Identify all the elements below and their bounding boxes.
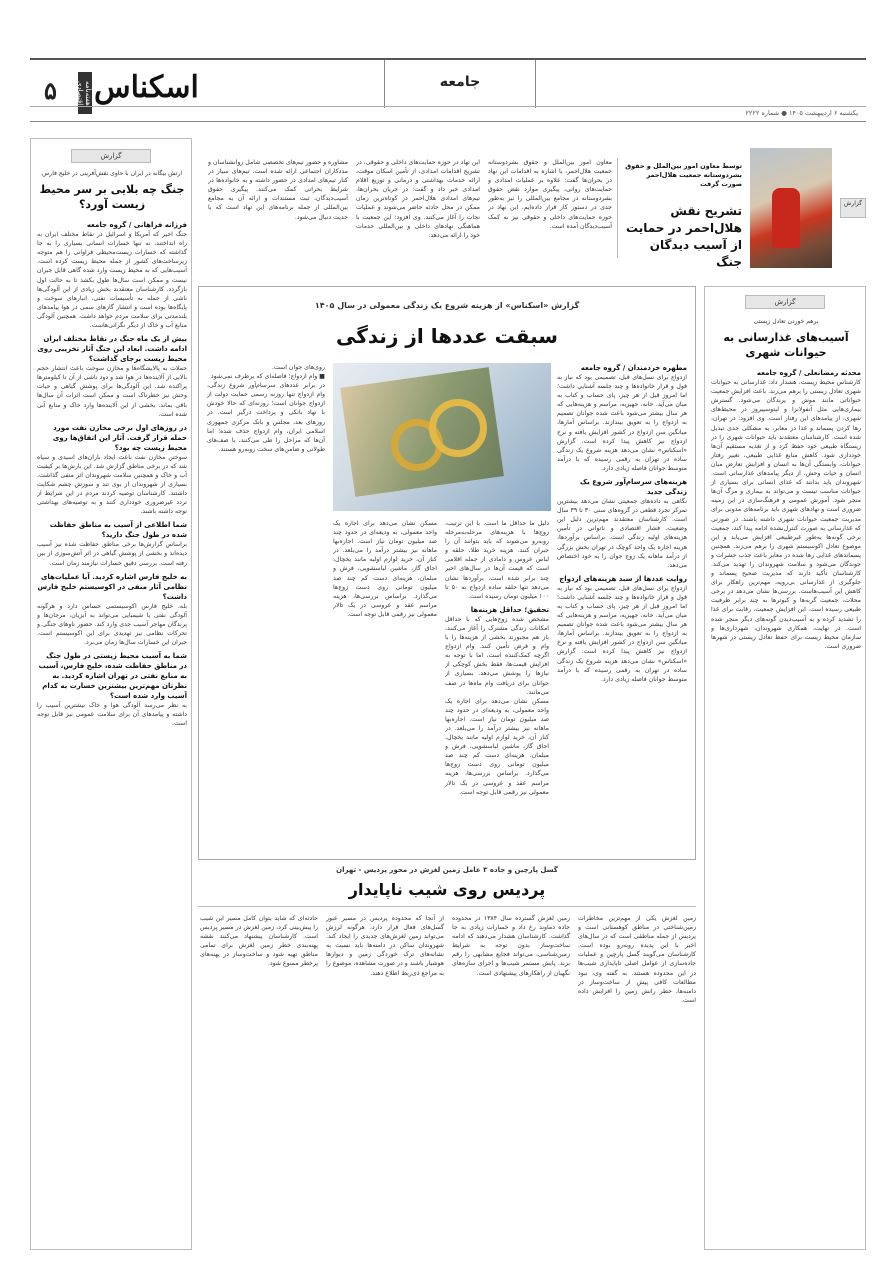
ring-2	[429, 399, 487, 457]
war-question-4: به خلیج فارس اشاره کردید. آیا عملیات‌های نظامی آثار منفی در اکوسیستم خلیج فارس داشت؟	[37, 572, 187, 601]
environment-byline: محدثه رمضانعلی / گروه جامعه	[756, 369, 861, 378]
war-answer-3: براساس گزارش‌ها برخی مناطق حفاظت شده نیز آسیب دیده‌اند و بخشی از پوشش گیاهی در اثر آتش‌سوزی از بین رفته است. بررسی دقیق خسارات نیازمند زمان است.	[37, 541, 187, 567]
top-story-col2: این نهاد در حوزه حمایت‌های داخلی و حقوقی، در تشریح اقدامات امدادی، از تأمین اسکان موقت، ارائه خدمات بهداشتی و درمانی و توزیع اقلام امدادی خبر داد و گفت: در جریان بحران‌ها، تیم‌های امدادی هلال‌احمر در کوتاه‌ترین زمان ممکن در محل حادثه حاضر می‌شوند و عملیات نجات را آغاز می‌کنند. وی افزود: این جمعیت با هماهنگی نهادهای داخلی و بین‌المللی خدمات خود را ارائه می‌دهد.	[356, 159, 480, 239]
main-subhead-2: تحقیق؛ حداقل هزینه‌ها	[470, 605, 549, 614]
war-column	[30, 138, 192, 1250]
section-title: جامعه	[384, 60, 536, 108]
war-question-2: در روزهای اول برخی مخازن نفت مورد حمله قرار گرفت. آثار این اتفاق‌ها روی محیط زیست چه بود؟	[52, 423, 187, 452]
environment-tag: گزارش	[745, 295, 825, 309]
war-headline: جنگ چه بلایی بر سر محیط زیست آورد؟	[39, 183, 185, 212]
bottom-col-4: حادثه‌ای که شاید بتوان کامل مسیر این شیب را پیش‌بینی کرد، زمین لغزش در مسیر پردیس است. کارشناسان پیشنهاد می‌کنند نقشه پهنه‌بندی خطر زمین لغزش برای تمامی مناطق تهیه شود و ساخت‌وساز در پهنه‌های پرخطر ممنوع شود.	[200, 915, 318, 968]
main-bullet-1: روایت عددها از سبد هزینه‌های ازدواج	[559, 574, 687, 583]
main-col-d-text: روی‌های جوان است. ■ وام ازدواج؛ فاصله‌ای که برطرف نمی‌شود در برابر عددهای سرسام‌آور شروع زندگی، وام ازدواج تنها روزنه رسمی حمایت دولت از ازدواج جوانان است؛ روزنه‌ای که حالا خودش با نهاد بانکی و پرداخت درگیر است. در روزهای بعد، مجلس و بانک مرکزی جمهوری اسلامی ایران، وام ازدواج حذف شده؛ اما آن‌ها که مراحل را طی می‌کنند، با صف‌های طولانی و ضامن‌های سخت روبه‌رو هستند.	[207, 364, 325, 453]
divider	[617, 158, 618, 258]
main-col-a	[557, 363, 687, 853]
top-story-heading	[624, 162, 742, 272]
bottom-kicker: گسل پارچین و جاده ۳ عامل زمین لغزش در محور پردیس - تهران	[336, 866, 558, 874]
war-kicker: ارتش بیگانه در ایران با حاوی نقش‌آفرینی در خلیج فارس	[41, 170, 183, 177]
main-col-b	[445, 519, 549, 853]
main-col-d	[207, 363, 325, 853]
story-tag: گزارش	[840, 198, 866, 218]
bottom-headline: پردیس روی شیب ناپایدار	[348, 880, 546, 899]
war-answer-1: حملات به پالایشگاه‌ها و مخازن سوخت باعث انتشار حجم بالایی از آلاینده‌ها در هوا شد و دود ناشی از آن تا کیلومترها پراکنده شد. این آلودگی‌ها برای پوشش گیاهی و حیات وحش نیز خطرناک است و ممکن است اثرات آن سال‌ها باقی بماند. بخشی از این آلاینده‌ها وارد خاک و منابع آبی شده است.	[37, 365, 187, 418]
rings-photo	[333, 363, 551, 511]
bottom-col-2: زمین لغزش گسترده سال ۱۳۸۴ در محدوده جاده دماوند رخ داد و خسارات زیادی به جا گذاشت. کارشناسان هشدار می‌دهند که ادامه ساخت‌وساز بدون توجه به شرایط زمین‌شناسی، می‌تواند فجایع مشابهی را رقم بزند. پایش مستمر شیب‌ها و اجرای سازه‌های نگهبان از راهکارهای پیشنهادی است.	[452, 915, 570, 977]
war-tag: گزارش	[71, 149, 151, 163]
war-question-5: شما به آسیب محیط زیستی در طول جنگ در مناطق حفاظت شده، خلیج فارس، آسیب به منابع نفتی در تهران اشاره کردید. به نظرتان مهم‌ترین بیشترین خسارت به کدام آسیب وارد شده است؟	[38, 652, 187, 701]
top-story-col3: مشاوره و حضور تیم‌های تخصصی شامل روانشناسان و مددکاران اجتماعی ارائه شده است. تیم‌های سیار در کنار تیم‌های امدادی در حضور داشته و به خانواده‌ها در شرایط بحرانی کمک می‌کنند. پیگیری حقوق آسیب‌دیدگان، ثبت مستندات و ارائه آن به مجامع بین‌المللی از جمله برنامه‌های این نهاد است که با جدیت دنبال می‌شود.	[208, 159, 348, 221]
war-byline: فرزانه فراهانی / گروه جامعه	[86, 221, 187, 230]
main-col-b-text2: مشخص شده زوج‌هایی که با حداقل امکانات زندگی مشترک را آغاز می‌کنند، باز هم مجبورند بخشی از هزینه‌ها را با وام و قرض تأمین کنند. وام ازدواج اگرچه کمک‌کننده است، اما با توجه به افزایش قیمت‌ها، فقط بخش کوچکی از نیازها را پوشش می‌دهد. بسیاری از جوانان برای دریافت وام ماه‌ها در صف می‌مانند.	[445, 615, 549, 696]
war-question-1: بیش از یک ماه جنگ در نقاط مختلف ایران ادامه داشت. ابعاد این جنگ آثار تخریبی روی محیط زیست برجای گذاشت؟	[37, 335, 187, 364]
main-col-a-text: ازدواج برای نسل‌های قبل، تصمیمی بود که نیاز به قول و قرار خانواده‌ها و چند جلسه آشنایی داشت؛ اما امروز قبل از هر چیز، پای حساب و کتاب به میان می‌آید. خانه، جهیزیه، مراسم و هزینه‌هایی که هر سال بیشتر می‌شود باعث شده جوانان تصمیم به ازدواج را به تعویق بیندازند. براساس آمارها، میانگین سن ازدواج در کشور افزایش یافته و نرخ ازدواج نیز کاهش پیدا کرده است. گزارش «اسکناس» نشان می‌دهد هزینه شروع یک زندگی ساده در تهران به رقمی رسیده که با درآمد متوسط جوانان فاصله زیادی دارد.	[557, 374, 687, 472]
environment-text: کارشناس محیط زیست، هشدار داد: غذارسانی به حیوانات شهری تعادل زیستی را برهم می‌زند. باعث افزایش جمعیت حیواناتی مانند موش و پرندگان می‌شود. گسترش بیماری‌هایی مثل آنفولانزا و لپتوسپیروز در محیط‌های شهری، از پیامدهای این رفتار است. وی افزود: در تهران، رها کردن پسماند و غذا در معابر، به مشکلی جدی تبدیل شده است. کارشناسان معتقدند باید حیوانات شهری را در زیستگاه طبیعی خود حفظ کرد و از تغذیه مستقیم آن‌ها خودداری شود. کاهش منابع غذایی طبیعی، تغییر رفتار حیوانات، وابستگی آن‌ها به انسان و افزایش تعارض میان انسان و حیات وحش، از دیگر پیامدهای غذارسانی است. شهروندان باید بدانند که غذای انسانی برای بسیاری از حیوانات مناسب نیست و می‌تواند به بیماری و مرگ آن‌ها منجر شود. آموزش عمومی و فرهنگ‌سازی در این زمینه ضروری است و نهادهای شهری باید برنامه‌های مدونی برای مدیریت جمعیت حیوانات شهری داشته باشند. در صورتی که غذارسانی به صورت کنترل‌نشده ادامه پیدا کند، جمعیت برخی گونه‌ها به‌طور غیرطبیعی افزایش می‌یابد و این موضوع تعادل اکوسیستم شهری را برهم می‌زند. همچنین پسماندهای غذایی رها شده در معابر باعث جذب حشرات و جوندگان می‌شود و سلامت شهروندان را تهدید می‌کند. کارشناسان تأکید دارند که مدیریت صحیح پسماند و جلوگیری از غذارسانی بی‌رویه، مهم‌ترین راهکار برای کاهش این آسیب‌هاست. بررسی‌ها نشان می‌دهد در برخی محلات، جمعیت گربه‌ها و کبوترها به چند برابر ظرفیت طبیعی رسیده است. این افزایش جمعیت، رقابت برای غذا را تشدید کرده و به آسیب‌دیدن گونه‌های دیگر منجر شده است. در نهایت، همکاری شهروندان، شهرداری‌ها و سازمان محیط زیست برای حفظ تعادل زیستی در شهرها ضروری است.	[711, 379, 861, 650]
bottom-rule	[198, 906, 696, 907]
top-story-col1: معاون امور بین‌الملل و حقوق بشردوستانه جمعیت هلال‌احمر، با اشاره به اقدامات این نهاد در بحران‌ها گفت: علاوه بر عملیات امدادی و حمایت‌های روانی، پیگیری موارد نقض حقوق بشردوستانه در مجامع بین‌المللی را نیز به‌طور جدی در دستور کار قرار داده‌ایم. این نهاد در حوزه حمایت‌های داخلی و حقوقی نیز به کمک آسیب‌دیدگان آمده است.	[488, 159, 612, 230]
main-story	[198, 286, 696, 860]
main-subhead-1: هزینه‌های سرسام‌آور شروع یک زندگی جدید	[580, 478, 687, 497]
war-answer-5: به نظر می‌رسد آلودگی هوا و خاک بیشترین آسیب را داشته و پیامدهای آن برای سلامت عمومی نیز قابل توجه است.	[37, 702, 187, 728]
war-answer-4: بله، خلیج فارس اکوسیستمی حساس دارد و هرگونه آلودگی نفتی یا شیمیایی می‌تواند به آبزیان، مرجان‌ها و پرندگان مهاجر آسیب جدی وارد کند. حضور ناوهای جنگی و تحرکات نظامی نیز تهدیدی برای این اکوسیستم است. جبران این خسارات سال‌ها زمان می‌برد.	[37, 602, 187, 646]
top-story-kicker: توسط معاون امور بین‌الملل و حقوق بشردوستانه جمعیت هلال‌احمر صورت گرفت	[625, 162, 742, 188]
logo-text: اسکناس	[94, 70, 199, 105]
top-story	[198, 138, 866, 278]
logo	[36, 66, 226, 118]
masthead-rule	[30, 106, 866, 107]
main-kicker: گزارش «اسکناس» از هزینه شروع یک زندگی معمولی در سال ۱۴۰۵	[314, 301, 580, 310]
main-col-b-text3: مسکن نشان می‌دهد برای اجاره یک واحد معمولی، به ودیعه‌ای در حدود چند صد میلیون تومان نیاز است. اجاره‌بها ماهانه نیز بیشتر درآمد را می‌بلعد. در کنار آن، خرید لوازم اولیه مانند یخچال، اجاق گاز، ماشین لباسشویی، فرش و مبلمان، هزینه‌ای دست کم چند صد میلیون تومانی روی دست زوج‌ها می‌گذارد. براساس بررسی‌ها، هزینه مراسم عقد و عروسی در یک تالار معمولی نیز رقمی قابل توجه است.	[445, 697, 549, 796]
main-col-a-text3: ازدواج برای نسل‌های قبل، تصمیمی بود که نیاز به قول و قرار خانواده‌ها و چند جلسه آشنایی داشت؛ اما امروز قبل از هر چیز، پای حساب و کتاب به میان می‌آید. خانه، جهیزیه، مراسم و هزینه‌هایی که هر سال بیشتر می‌شود باعث شده جوانان تصمیم به ازدواج را به تعویق بیندازند. براساس آمارها، میانگین سن ازدواج در کشور افزایش یافته و نرخ ازدواج نیز کاهش پیدا کرده است. گزارش «اسکناس» نشان می‌دهد هزینه شروع یک زندگی ساده در تهران به رقمی رسیده که با درآمد متوسط جوانان فاصله زیادی دارد.	[557, 584, 687, 683]
logo-tagline: هفته‌نامه اقتصادی	[78, 72, 92, 114]
main-byline: مطهره خردمندان / گروه جامعه	[580, 364, 687, 372]
page-number: ۵	[44, 76, 57, 105]
war-question-3: شما اطلاعی از آسیب به مناطق حفاظت شده در طول جنگ دارید؟	[49, 521, 187, 540]
bottom-col-1: زمین لغزش یکی از مهم‌ترین مخاطرات زمین‌شناختی در مناطق کوهستانی است و پردیس از جمله مناطقی است که در سال‌های اخیر با این پدیده روبه‌رو بوده است. کارشناسان می‌گویند گسل پارچین و عملیات جاده‌سازی از عوامل اصلی ناپایداری شیب‌ها در این محدوده هستند. به گفته وی، نبود مطالعات کافی پیش از ساخت‌وساز در دامنه‌ها، خطر رانش زمین را افزایش داده است.	[578, 915, 696, 1004]
bottom-story	[198, 866, 696, 1250]
main-col-c: مسکن نشان می‌دهد برای اجاره یک واحد معمولی، به ودیعه‌ای در حدود چند صد میلیون تومان نیاز است. اجاره‌بها ماهانه نیز بیشتر درآمد را می‌بلعد. در کنار آن، خرید لوازم اولیه مانند یخچال، اجاق گاز، ماشین لباسشویی، فرش و مبلمان، هزینه‌ای دست کم چند صد میلیون تومانی روی دست زوج‌ها می‌گذارد. براساس بررسی‌ها، هزینه مراسم عقد و عروسی در یک تالار معمولی نیز رقمی قابل توجه است.	[333, 520, 437, 618]
war-column-body	[37, 169, 187, 1245]
environment-kicker: برهم خوردن تعادل زیستی	[753, 318, 819, 325]
environment-headline: آسیب‌های غذارسانی به حیوانات شهری	[723, 331, 849, 360]
rescue-photo	[750, 148, 832, 268]
war-intro: جنگ اخیر که آمریکا و اسرائیل در نقاط مختلف ایران به راه انداختند، نه تنها خسارات انسانی بسیاری را به جا گذاشته که خسارات زیست‌محیطی فراوانی را هم متوجه زیرساخت‌های کشور از جمله محیط زیست کرده است. آسیب‌هایی که به محیط زیست وارد شده گاهی قابل جبران نیست و ممکن است سال‌ها طول بکشد تا به حالت اول بازگردد. کارشناسان معتقدند بخش زیادی از این آلودگی‌ها ناشی از حمله به تأسیسات نفتی، انبارهای سوخت و پایگاه‌ها بوده است و انتشار گازهای سمی در هوا پیامدهای بلندمدتی برای سلامت مردم خواهد داشت. همچنین آلودگی منابع آب و خاک از دیگر نگرانی‌هاست.	[37, 231, 187, 330]
masthead	[30, 58, 866, 122]
image-caption	[550, 363, 551, 364]
dateline: یکشنبه ۶ اردیبهشت ۱۴۰۵ ● شماره ۲۲۲۲	[745, 109, 858, 117]
main-col-a-text2: نگاهی به داده‌های جمعیتی نشان می‌دهد بیشترین تمرکز تجرد قطعی در گروه‌های سنی ۳۰ تا ۳۹ سال است. کارشناسان معتقدند مهم‌ترین دلیل این وضعیت، فشار اقتصادی و ناتوانی در تأمین هزینه‌های اولیه زندگی است. براساس برآوردها، هزینه اجاره یک واحد کوچک در تهران بخش بزرگی از درآمد ماهانه یک زوج جوان را به خود اختصاص می‌دهد.	[557, 498, 687, 569]
top-story-headline: تشریح نقش هلال‌احمر در حمایت از آسیب دیدگان جنگ	[626, 204, 742, 269]
main-col-b-text: دلیل ما حداقل ما است. با این ترتیب، زوج‌ها با هزینه‌های مرحله‌به‌مرحله روبه‌رو می‌شوند که باید بتوانند آن را جبران کنند. هزینه خرید طلا، حلقه و لباس عروس و دامادی از جمله اقلامی است که قیمت آن‌ها در سال‌های اخیر چند برابر شده است. برآوردها نشان می‌دهد تنها حلقه ساده ازدواج به ۵۰ تا ۱۰۰ میلیون تومان رسیده است.	[445, 520, 549, 600]
environment-body	[711, 317, 861, 1245]
bottom-col-3: از آنجا که محدوده پردیس در مسیر عبور گسل‌های فعال قرار دارد، هرگونه لرزش می‌تواند زمین لغزش‌های جدیدی را ایجاد کند. شهروندان ساکن در دامنه‌ها باید نسبت به نشانه‌های ترک خوردگی زمین و دیوارها هوشیار باشند و در صورت مشاهده، موضوع را به مراجع ذی‌ربط اطلاع دهند.	[326, 915, 444, 977]
main-headline: سبقت عددها از زندگی	[336, 324, 558, 348]
war-answer-2: سوختن مخازن نفت باعث ایجاد باران‌های اسیدی و سیاه شد که در برخی مناطق گزارش شد. این بارش‌ها بر کیفیت آب و خاک و همچنین سلامت شهروندان اثر منفی گذاشت. بسیاری از شهروندان از بوی تند و سوزش چشم شکایت داشتند. کارشناسان توصیه کردند مردم در این شرایط از تردد غیرضروری خودداری کنند و به توصیه‌های بهداشتی توجه داشته باشند.	[37, 453, 187, 516]
rescuer-figure	[772, 188, 800, 248]
environment-column	[704, 286, 866, 1250]
